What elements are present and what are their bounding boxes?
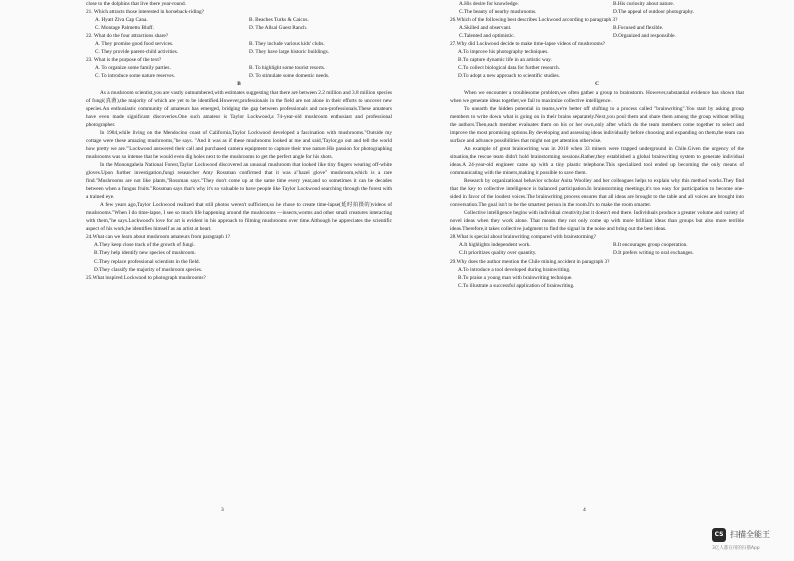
answer-option: B.To capture dynamic life in an artistic way. (458, 57, 552, 64)
option-b: D. They have large historic buildings. (249, 49, 329, 56)
option-a: C. They provide parent-child activities. (95, 49, 179, 56)
option-b: D.It prefers writing to oral exchanges. (613, 250, 694, 257)
option-row (450, 241, 744, 249)
option-a: A.His desire for knowledge. (459, 1, 519, 7)
passage-c (450, 89, 744, 234)
answer-option: C.To collect biological data for further research. (458, 65, 560, 72)
option-row (86, 72, 392, 80)
watermark-subtitle: 3亿人都在用的扫描App (712, 546, 760, 551)
answer-option: D.To adopt a new approach to scientific studies. (458, 73, 560, 80)
paragraph: Collective intelligence begins with individual creativity,but it doesn't end there. Individuals produce a greater volume and variety of novel ideas when they work alone. That means they not only come up with more brilliant ideas than groups but also more terrible ideas.Therefore,it takes collective judgment to find the signal in the noise and bring out the best ideas. (450, 210, 744, 233)
option-b: D.The appeal of outdoor photography. (613, 9, 695, 16)
option-row (86, 24, 392, 32)
question-line: close to the dolphins that live there year-round. (86, 1, 186, 7)
answer-option: C.To illustrate a successful application of brainwriting. (458, 282, 575, 289)
right-top-questions (450, 0, 744, 80)
question-line: 23. What is the purpose of the text? (86, 57, 162, 64)
option-a: C.It prioritizes quality over quantity. (459, 250, 537, 257)
section-b-heading: B (237, 81, 241, 88)
option-row (450, 24, 744, 32)
paragraph: An example of great brainwriting was in 2010 when 33 miners were trapped underground in Chile.Given the urgency of the situation,the rescue team didn't hold brainstorming sessions.Rather,they established a global brainwriting system to generate individual ideas.A 24-year-old engineer came up with a tiny plastic telephone.This specialized tool ended up becoming the only means of communicating with the miners,making it possible to save them. (450, 145, 744, 176)
paragraph: A few years ago,Taylor Lockwood realized that still photos weren't sufficient,so he chose to create time-lapse(延时拍摄的)videos of mushrooms."When I do time-lapse, I see so much life happening around the mushrooms —insects,worms and other small creatures interacting with them,"he says.Lockwood's love for art is evident in his approach to filming mushrooms over time.Although he appreciates the scientific aspect of his work,he identifies himself as an artist at heart. (86, 202, 392, 233)
question-stem: 29.Why does the author mention the Chile mining accident in paragraph 3? (450, 258, 610, 265)
question-line: 21. Which attracts those interested in horseback-riding? (86, 9, 205, 16)
passage-b (86, 89, 392, 234)
question-stem: 24.What can we learn about mushroom amateurs from paragraph 1? (86, 234, 231, 241)
paragraph: In the Monongahela National Forest,Taylor Lockwood discovered an unusual mushroom that looked like tiny fingers wearing off-white gloves.Upon further investigation,fungi researcher Amy Rossman confirmed that it was a"hazel glove" mushroom,which is a rare find."Mushrooms are not like plants,"Rossman says."They don't come up at the same time every year,and so sometimes it can be decades between when a fungus fruits."Rossman says that's why it's so valuable to have people like Taylor Lockwood searching through the forest with a trained eye. (86, 161, 392, 201)
answer-option: A.To improve his photography techniques. (458, 49, 549, 56)
option-b: B.It encourages group cooperation. (613, 242, 688, 249)
option-row (86, 64, 392, 72)
paragraph: As a mushroom scientist,you are vastly outnumbered,with estimates suggesting that there are between 2.2 million and 3.8 million species of fungi(真菌),the majority of which are yet to be identified.However,professionals in the field are not alone in their efforts to uncover new species.An enthusiastic community of amateurs has emerged, bridging the gap between professionals and non-professionals.These amateurs have even made significant discoveries.One such amateur is Taylor Lockwood,a 74-year-old mushroom enthusiast and professional photographer. (86, 89, 392, 128)
option-row (86, 16, 392, 24)
option-row (450, 32, 744, 40)
option-row (450, 8, 744, 16)
answer-option: B.They help identify new species of mushroom. (94, 250, 196, 257)
answer-option: A.They keep close track of the growth of fungi. (94, 242, 195, 249)
option-b: B. Beaches Turks & Caicos. (249, 17, 309, 24)
option-a: A. To organize some family parties. (95, 65, 171, 72)
right-page (450, 0, 744, 561)
left-page (86, 0, 392, 561)
left-top-questions (86, 0, 392, 80)
question-stem: 27.Why did Lockwood decide to make time-lapse videos of mushrooms? (450, 41, 606, 48)
option-a: A.Skilled and observant. (459, 25, 512, 32)
question-stem: 28.What is special about brainwriting compared with brainstorming? (450, 234, 596, 241)
section-c-heading: C (595, 81, 599, 88)
option-a: A.It highlights independent work. (459, 242, 531, 249)
option-a: C. To introduce some nature reserves. (95, 73, 175, 80)
answer-option: A.To introduce a tool developed during brainwriting. (458, 266, 571, 273)
option-row (450, 249, 744, 257)
answer-option: B.To praise a young man with brainwriting technique. (458, 274, 573, 281)
paragraph: When we encounter a troublesome problem,we often gather a group to brainstorm. However,substantial evidence has shown that when we generate ideas together,we fail to maximize collective intelligence. (450, 89, 744, 104)
page-number-3: 3 (221, 507, 224, 513)
paragraph: To unearth the hidden potential in teams,we're better off shifting to a process called "brainwriting".You start by asking group members to write down what is going on in their brains separately.Next,you pool them and share them among the group without telling the authors.Then,each member evaluates them on his or her own,only after which do the team members come together to select and improve the most promising options.By developing and assessing ideas individually before choosing and expanding on them,the team can surface and advance possibilities that might not get attention otherwise. (450, 105, 744, 144)
camscanner-logo-icon: CS (712, 528, 726, 542)
question-line: 22. What do the four attractions share? (86, 33, 169, 40)
paragraph: Research by organizational behavior scholar Anita Woolley and her colleagues helps to explain why this method works.They find that the key to collective intelligence is balanced participation.In brainstorming meetings,it's too easy for participation to become one-sided in favor of the loudest voices.The brainwriting process ensures that all ideas are brought to the table and all voices are brought into conversation.The goal isn't to be the smartest person in the room.It's to make the room smarter. (450, 178, 744, 209)
camscanner-watermark (712, 528, 792, 556)
watermark-title: 扫描全能王 (730, 530, 770, 539)
option-row (86, 48, 392, 56)
option-b: B.Focused and flexible. (613, 25, 664, 32)
option-row (86, 40, 392, 48)
option-b: D. The Allsal Guest Ranch. (249, 25, 308, 32)
option-b: B. To highlight some tourist resorts. (249, 65, 326, 72)
option-row (450, 0, 744, 8)
option-b: B. They include various kids' clubs. (249, 41, 325, 48)
option-b: D.Organized and responsible. (613, 33, 676, 40)
answer-option: D.They classify the majority of mushroom species. (94, 266, 203, 273)
option-a: A. They promise good food services. (95, 41, 174, 48)
passage-b-questions (86, 233, 392, 281)
option-a: C.Talented and optimistic. (459, 33, 515, 40)
option-a: C.The beauty of nearby mushrooms. (459, 9, 537, 16)
passage-c-questions (450, 233, 744, 289)
option-a: C. Montage Palmetto Bluff. (95, 25, 154, 32)
option-a: A. Hyatt Ziva Cap Cana. (95, 17, 148, 24)
question-stem: 25.What inspired Lockwood to photograph mushrooms? (86, 274, 206, 281)
page-number-4: 4 (583, 507, 586, 513)
option-b: D. To stimulate some domestic needs. (249, 73, 330, 80)
question-stem: 26.Which of the following best describes Lockwood according to paragraph 3? (450, 17, 618, 24)
answer-option: C.They replace professional scientists in the field. (94, 258, 200, 265)
option-b: B.His curiosity about nature. (613, 1, 675, 7)
paragraph: In 1984,while living on the Mendocino coast of California,Taylor Lockwood developed a fascination with mushrooms."Outside my cottage were these amazing mushrooms,"he says. "And it was as if these mushrooms looked at me and said,'Taylor,go out and tell the world how pretty we are.'"Lockwood answered their call and purchased camera equipment to capture their true nature.His passion for photographing mushrooms was so intense that he would even dig holes next to the mushrooms to get the perfect angle for his shots. (86, 129, 392, 160)
